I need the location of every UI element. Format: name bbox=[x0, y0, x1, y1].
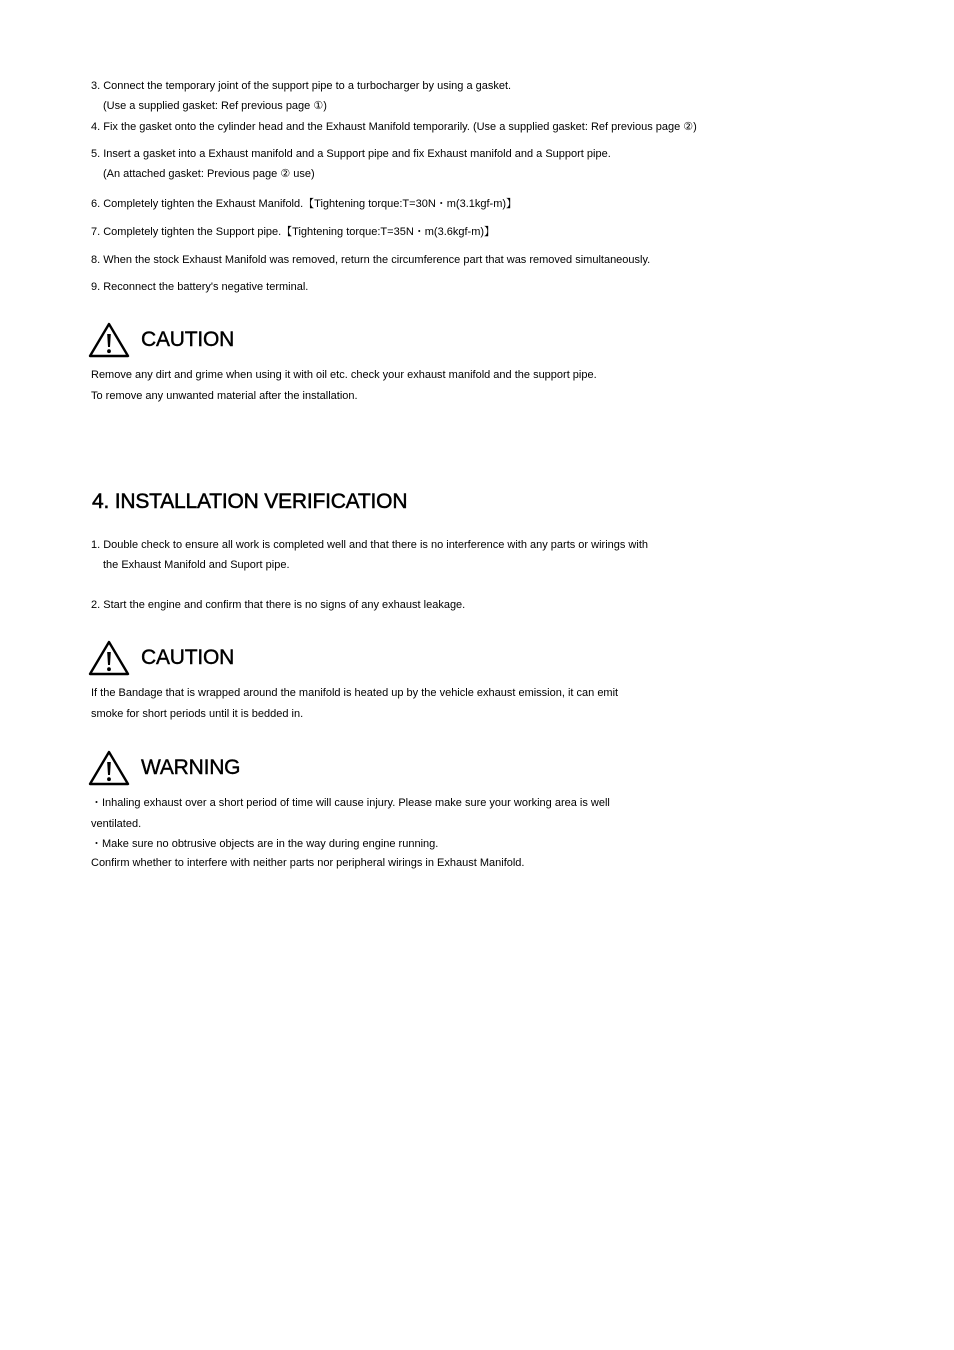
warning-triangle-icon bbox=[88, 322, 130, 358]
caution-title-1: CAUTION bbox=[141, 328, 235, 351]
caution-1-line-2: To remove any unwanted material after the installation. bbox=[91, 390, 358, 402]
warning-triangle-icon bbox=[88, 750, 130, 786]
warning-line-3: ・Make sure no obtrusive objects are in the way during engine running. bbox=[91, 838, 439, 850]
caution-2-line-1: If the Bandage that is wrapped around the manifold is heated up by the vehicle exhaust emission, it can emit bbox=[91, 687, 619, 699]
step-5-line-2: (An attached gasket: Previous page ② use) bbox=[103, 168, 315, 180]
warning-line-2: ventilated. bbox=[91, 818, 142, 830]
step-5-line-1: 5. Insert a gasket into a Exhaust manifold and a Support pipe and fix Exhaust manifold and a Support pipe. bbox=[91, 148, 611, 160]
step-4: 4. Fix the gasket onto the cylinder head and the Exhaust Manifold temporarily. (Use a supplied gasket: Ref previous page ②) bbox=[91, 121, 697, 133]
verification-item-2: 2. Start the engine and confirm that there is no signs of any exhaust leakage. bbox=[91, 599, 466, 611]
warning-heading bbox=[88, 750, 240, 786]
step-3-line-2: (Use a supplied gasket: Ref previous page ①) bbox=[103, 100, 327, 112]
warning-line-4: Confirm whether to interfere with neither parts nor peripheral wirings in Exhaust Manifold. bbox=[91, 857, 525, 869]
verification-item-1-line-2: the Exhaust Manifold and Suport pipe. bbox=[103, 559, 290, 571]
step-3-line-1: 3. Connect the temporary joint of the support pipe to a turbocharger by using a gasket. bbox=[91, 80, 512, 92]
warning-title: WARNING bbox=[141, 756, 241, 779]
caution-heading-2 bbox=[88, 640, 234, 676]
caution-heading-1 bbox=[88, 322, 234, 358]
section-title: 4. INSTALLATION VERIFICATION bbox=[92, 490, 408, 513]
caution-1-line-1: Remove any dirt and grime when using it with oil etc. check your exhaust manifold and the support pipe. bbox=[91, 369, 597, 381]
step-6: 6. Completely tighten the Exhaust Manifold.【Tightening torque:T=30N・m(3.1kgf-m)】 bbox=[91, 198, 518, 210]
step-8: 8. When the stock Exhaust Manifold was removed, return the circumference part that was removed simultaneously. bbox=[91, 254, 651, 266]
step-7: 7. Completely tighten the Support pipe.【Tightening torque:T=35N・m(3.6kgf-m)】 bbox=[91, 226, 496, 238]
caution-2-line-2: smoke for short periods until it is bedded in. bbox=[91, 708, 304, 720]
verification-item-1-line-1: 1. Double check to ensure all work is completed well and that there is no interference with any parts or wirings with bbox=[91, 539, 648, 551]
caution-title-2: CAUTION bbox=[141, 646, 235, 669]
step-9: 9. Reconnect the battery's negative terminal. bbox=[91, 281, 309, 293]
warning-line-1: ・Inhaling exhaust over a short period of time will cause injury. Please make sure your working area is well bbox=[91, 797, 610, 809]
warning-triangle-icon bbox=[88, 640, 130, 676]
